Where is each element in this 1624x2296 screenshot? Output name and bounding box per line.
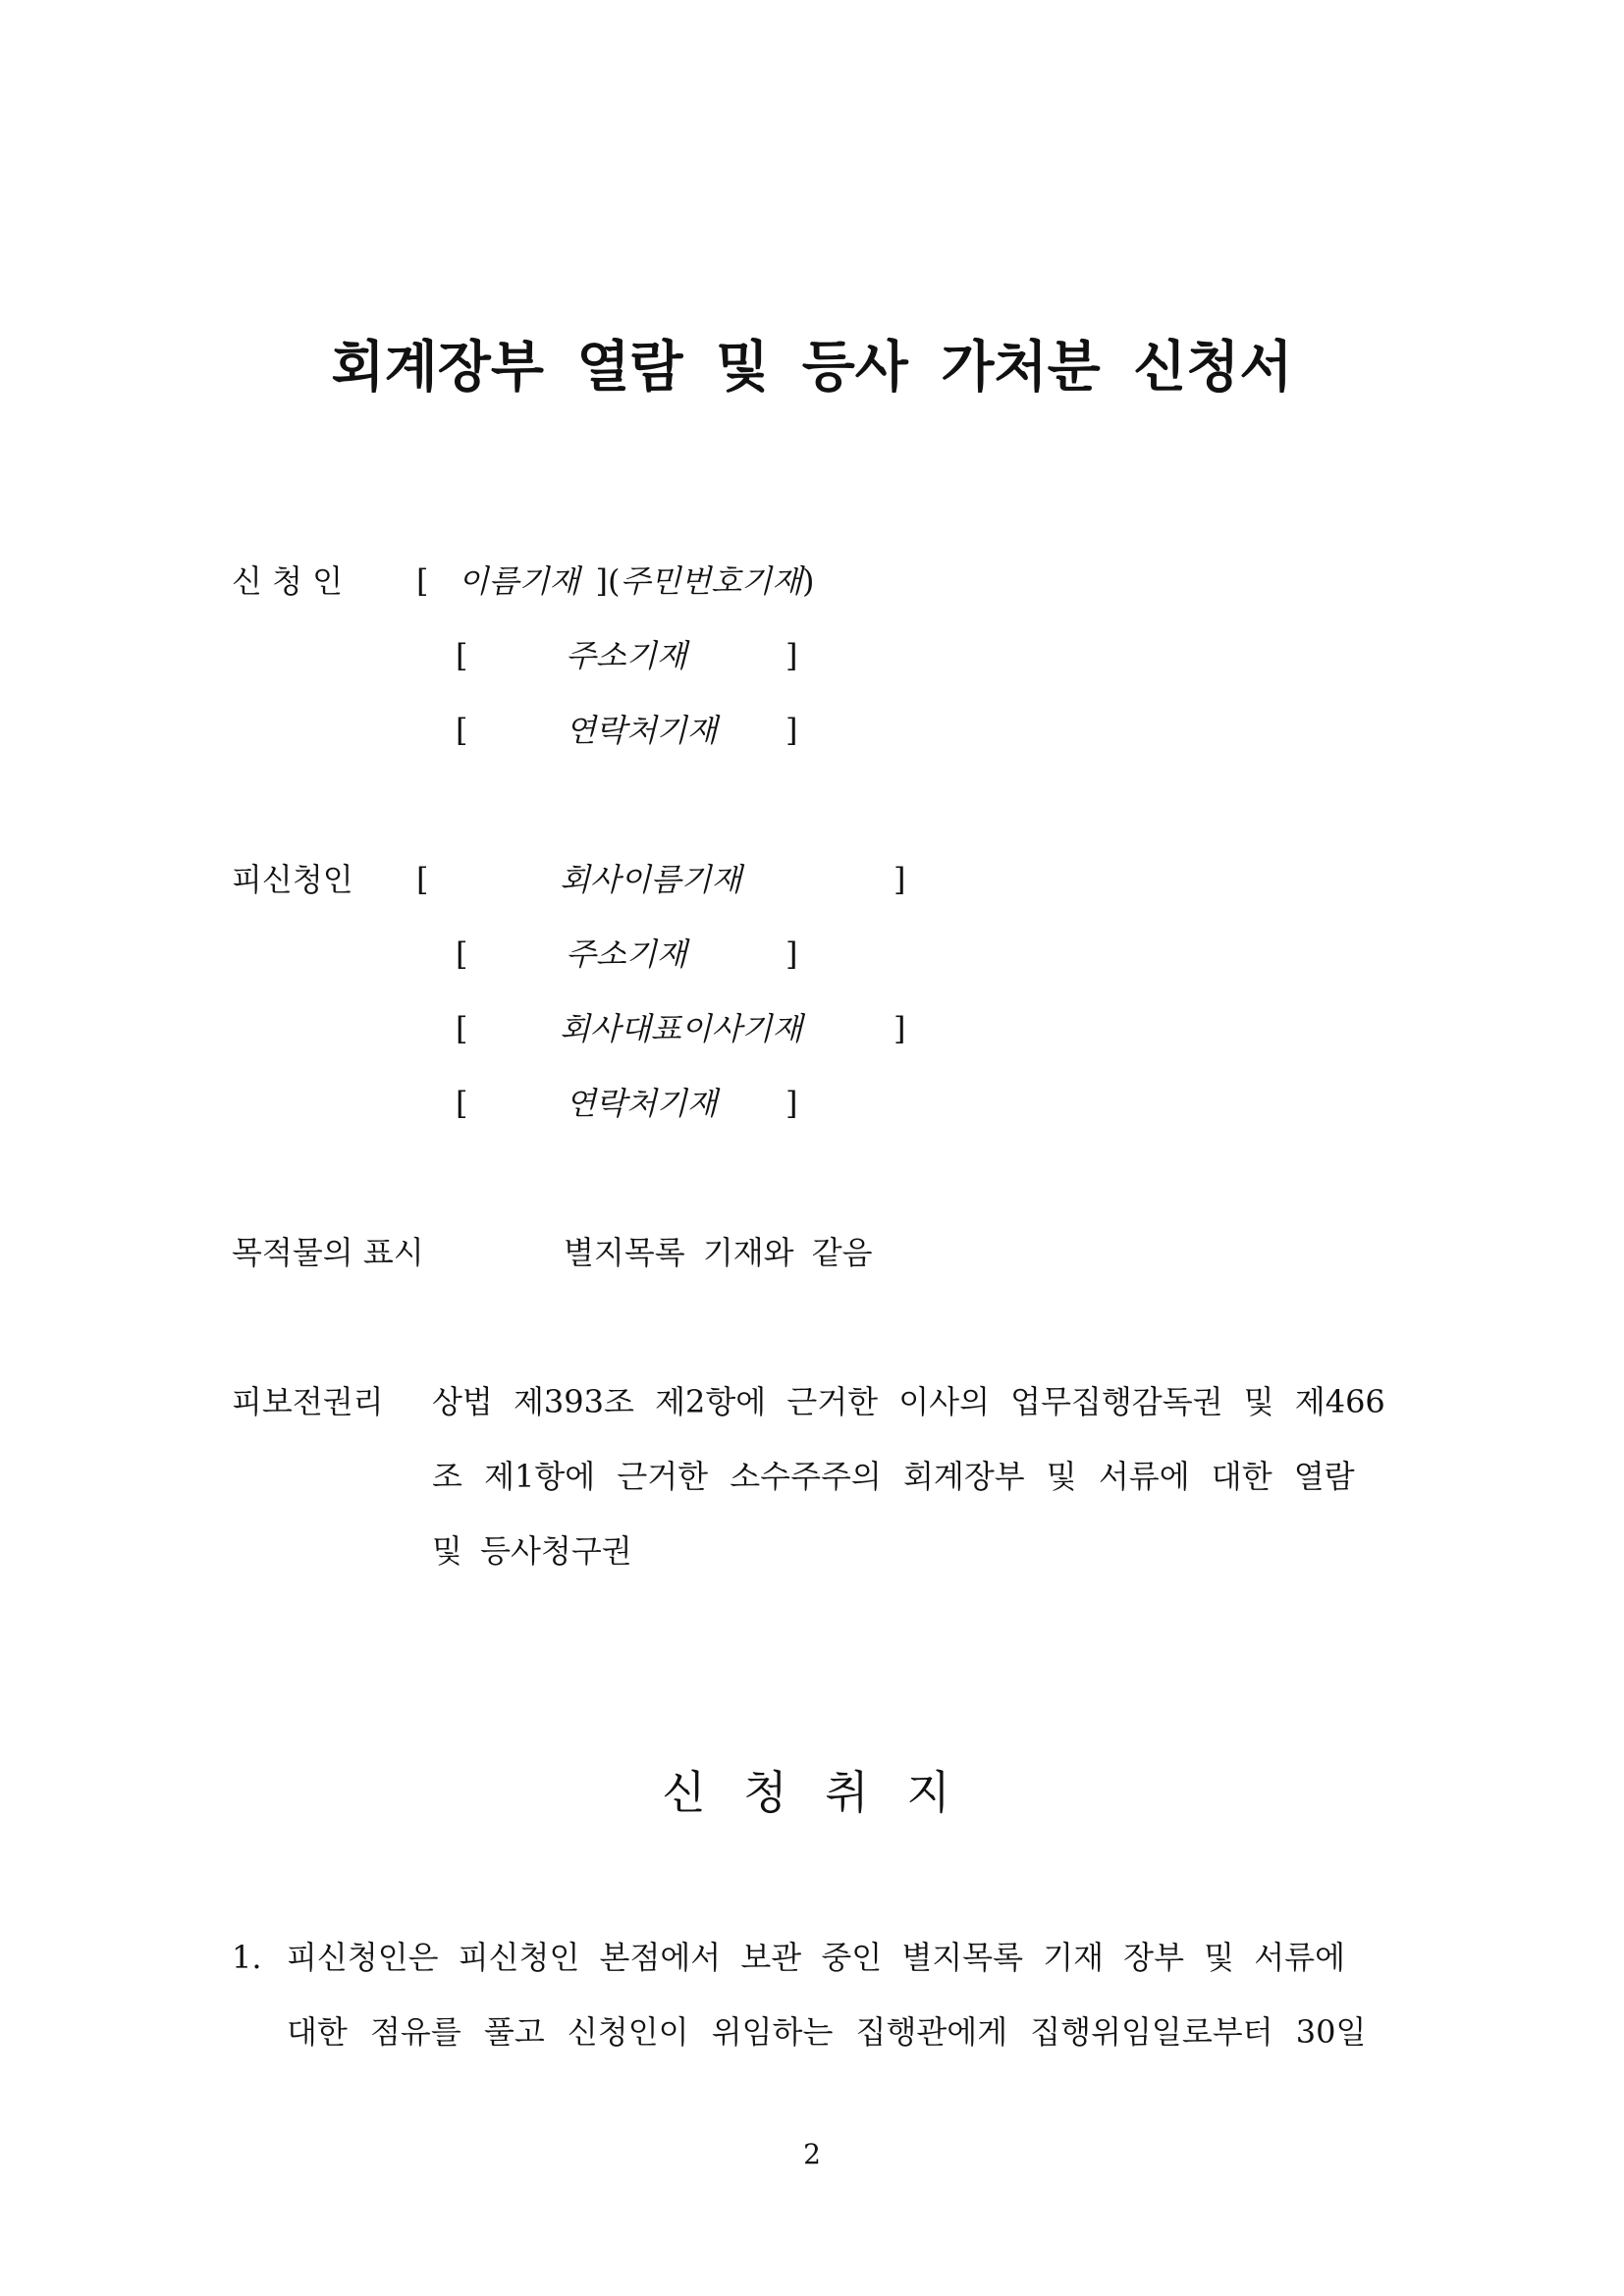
applicant-contact-close-bracket: ]	[785, 712, 798, 749]
respondent-company-open-bracket: [	[416, 861, 429, 898]
close-paren: )	[801, 562, 815, 600]
respondent-representative-close-bracket: ]	[893, 1010, 906, 1047]
respondent-label: 피신청인	[232, 861, 353, 898]
protected-right-text-1: 상법 제393조 제2항에 근거한 이사의 업무집행감독권 및 제466	[432, 1383, 1385, 1420]
claim-item-1-number: 1.	[232, 1939, 262, 1976]
protected-right-line-2	[432, 1457, 1402, 1496]
respondent-representative-open-bracket: [	[456, 1010, 468, 1047]
page-number: 2	[803, 2138, 821, 2170]
applicant-contact: 연락처기재	[566, 712, 718, 749]
claim-item-1-line-2: 대한 점유를 풀고 신청인이 위임하는 집행관에게 집행위임일로부터 30일	[287, 2013, 1367, 2051]
document-title: 회계장부 열람 및 등사 가처분 신청서	[331, 336, 1293, 400]
respondent-representative: 회사대표이사기재	[560, 1010, 803, 1047]
subject-matter-label: 목적물의 표시	[232, 1234, 424, 1271]
respondent-address-close-bracket: ]	[785, 935, 798, 973]
respondent-company-close-bracket: ]	[893, 861, 906, 898]
protected-right-line-3: 및 등사청구권	[432, 1532, 632, 1570]
applicant-label: 신 청 인	[232, 562, 344, 600]
applicant-address-open-bracket: [	[456, 637, 468, 674]
protected-right-label: 피보전권리	[232, 1383, 384, 1420]
applicant-address: 주소기재	[566, 637, 687, 674]
respondent-contact-open-bracket: [	[456, 1085, 468, 1122]
applicant-address-close-bracket: ]	[785, 637, 798, 674]
applicant-id-number: 주민번호기재	[620, 562, 802, 600]
claim-item-1-line-1: 피신청인은 피신청인 본점에서 보관 중인 별지목록 기재 장부 및 서류에	[287, 1939, 1345, 1976]
applicant-contact-open-bracket: [	[456, 712, 468, 749]
respondent-contact-close-bracket: ]	[785, 1085, 798, 1122]
subject-matter-value: 별지목록 기재와 같음	[564, 1234, 873, 1271]
respondent-address: 주소기재	[566, 935, 687, 973]
open-bracket: [	[416, 562, 429, 600]
respondent-contact: 연락처기재	[566, 1085, 718, 1122]
protected-right-text-2: 조 제1항에 근거한 소수주주의 회계장부 및 서류에 대한 열람	[432, 1458, 1355, 1495]
applicant-name-row	[416, 561, 814, 601]
claim-section-title: 신 청 취 지	[662, 1766, 962, 1819]
protected-right-line-1	[432, 1382, 1402, 1421]
close-bracket-paren: ](	[595, 562, 621, 600]
applicant-name: 이름기재	[458, 562, 580, 600]
respondent-address-open-bracket: [	[456, 935, 468, 973]
respondent-company-name: 회사이름기재	[560, 861, 742, 898]
